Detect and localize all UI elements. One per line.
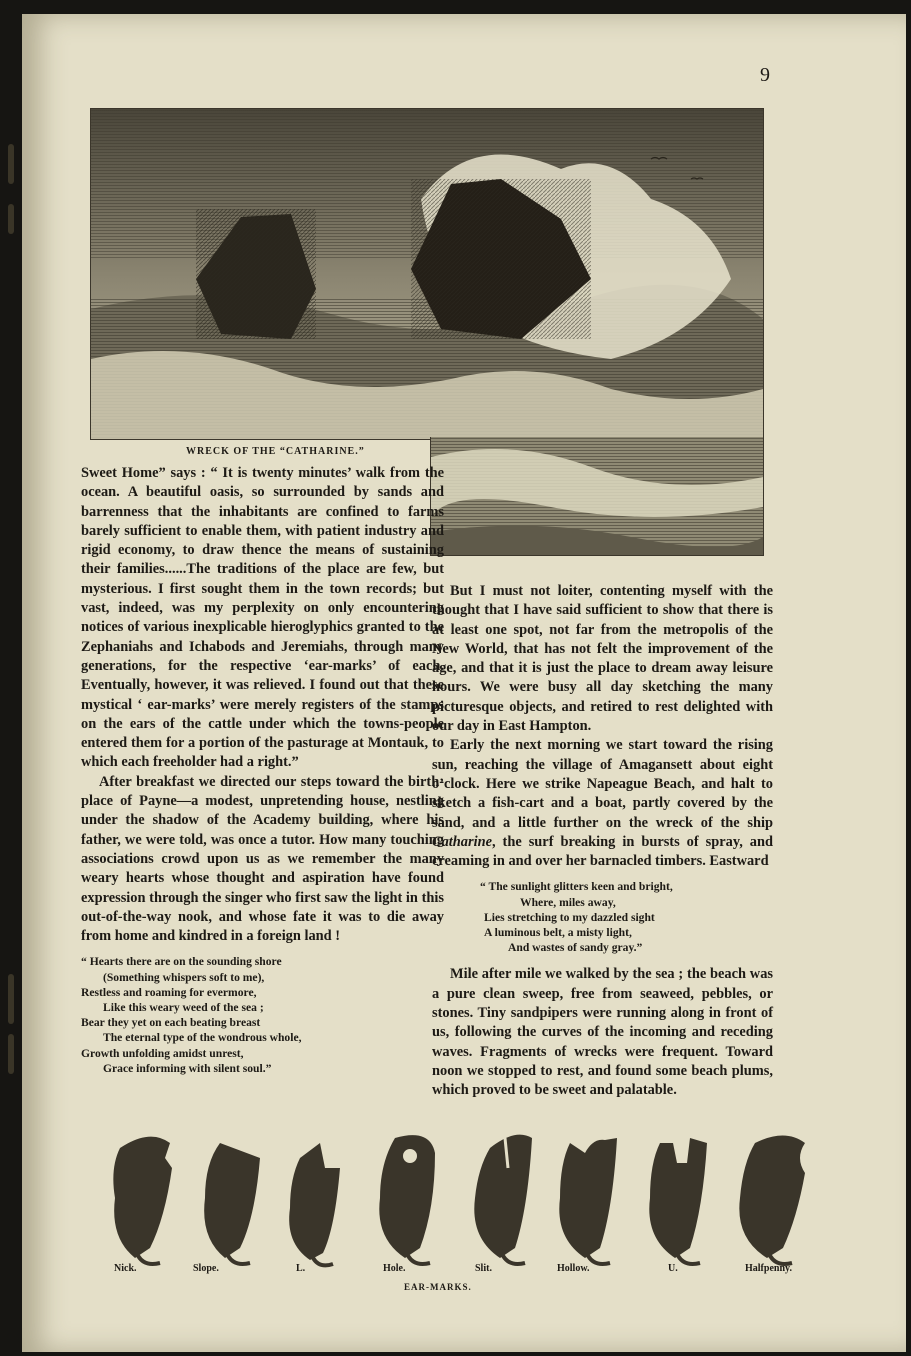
poem-line: Growth unfolding amidst unrest, <box>81 1046 244 1060</box>
ear-slit-icon <box>474 1135 532 1264</box>
poem-line: The eternal type of the wondrous whole, <box>103 1031 302 1045</box>
ear-label-l: L. <box>296 1263 306 1274</box>
paragraph-text: , the surf breaking in bursts of spray, and creaming in and over her barnacled timbers. Eastward <box>432 833 773 870</box>
poem-line: (Something whispers soft to me), <box>103 970 265 984</box>
poem-line: Where, miles away, <box>520 895 616 909</box>
wreck-illustration <box>90 108 764 440</box>
poem-line: And wastes of sandy gray.” <box>508 941 643 955</box>
ear-hole-icon <box>379 1135 435 1264</box>
ear-hollow-icon <box>559 1138 617 1264</box>
ear-marks-illustration <box>80 1128 820 1278</box>
left-column <box>81 464 444 1086</box>
poem <box>81 954 444 1076</box>
binding-mark <box>8 974 14 1024</box>
poem-line: Lies stretching to my dazzled sight <box>484 910 655 924</box>
poem-line: A luminous belt, a misty light, <box>484 926 632 940</box>
ear-u-icon <box>649 1138 707 1264</box>
paragraph: But I must not loiter, contenting myself with the thought that I have said sufficient to show that there is at least one spot, not far from the metropolis of the New World, that has not felt the improvement of the age, and that it is just the place to dream away leisure hours. We were busy all day sketching the many picturesque objects, and retired to rest delighted with our day in East Hampton. <box>432 583 773 735</box>
binding-mark <box>8 204 14 234</box>
ear-label-nick: Nick. <box>114 1263 137 1274</box>
wreck-illustration-lower <box>430 437 764 556</box>
ear-label-slit: Slit. <box>475 1263 492 1274</box>
ear-label-hole: Hole. <box>383 1263 406 1274</box>
page-number: 9 <box>760 64 770 86</box>
binding-mark <box>8 1034 14 1074</box>
paragraph: Mile after mile we walked by the sea ; the beach was a pure clean sweep, free from seaweed, pebbles, or stones. Tiny sandpipers were running along in front of us, following the curves of the incoming and receding waves. Fragments of wrecks were frequent. Toward noon we stopped to rest, and found some beach plums, which proved to be sweet and palatable. <box>432 966 773 1099</box>
binding-mark <box>8 144 14 184</box>
poem-line: Bear they yet on each beating breast <box>81 1016 261 1030</box>
ear-label-u: U. <box>668 1263 678 1274</box>
ear-halfpenny-icon <box>739 1136 805 1265</box>
ear-label-halfpenny: Halfpenny. <box>745 1263 792 1274</box>
right-column <box>432 582 773 1101</box>
ear-marks-title: EAR-MARKS. <box>404 1282 472 1292</box>
paragraph <box>432 736 773 871</box>
illustration-caption: WRECK OF THE “CATHARINE.” <box>186 446 365 457</box>
ear-label-slope: Slope. <box>193 1263 219 1274</box>
poem-line: Grace informing with silent soul.” <box>103 1061 272 1075</box>
ship-name: Catharine <box>432 833 492 850</box>
paragraph: Sweet Home” says : “ It is twenty minutes’ walk from the ocean. A beautiful oasis, so surrounded by sands and barrenness that the inhabitants are confined to farms barely sufficient to enable them, with patient industry and rigid economy, to draw thence the means of sustaining their families......The traditions of the place are few, but mysterious. I first sought them in the town records; but vast, indeed, was my perplexity on only encountering notices of various inexplicable hieroglyphics granted to the Zephaniahs and Ichabods and Jeremiahs, through many generations, for the respective ‘ear-marks’ of each. Eventually, however, it was relieved. I found out that these mystical ‘ ear-marks’ were merely registers of the stamps on the ears of the cattle under which the towns-people entered them for a portion of the pasturage at Montauk, to which each freeholder had a right.” <box>81 465 444 771</box>
poem-line: “ The sunlight glitters keen and bright, <box>480 880 673 894</box>
ear-l-icon <box>289 1143 340 1265</box>
poem-line: “ Hearts there are on the sounding shore <box>81 955 282 969</box>
paragraph: After breakfast we directed our steps toward the birth-place of Payne—a modest, unpretending house, nestling under the shadow of the Academy building, where his father, we were told, was once a tutor. How many touching associations crowd upon us as we remember the many weary hearts whose thought and aspiration have found expression through the singer who first saw the light in this out-of-the-way nook, and whose fate it was to die away from home and kindred in a foreign land ! <box>81 773 444 945</box>
ear-nick-icon <box>113 1137 172 1264</box>
wreck-engraving <box>91 109 763 439</box>
poem-line: Restless and roaming for evermore, <box>81 985 257 999</box>
ear-label-hollow: Hollow. <box>557 1263 590 1274</box>
ear-slope-icon <box>204 1143 260 1264</box>
poem-line: Like this weary weed of the sea ; <box>103 1001 264 1015</box>
poem <box>432 879 773 955</box>
paragraph-text: Early the next morning we start toward the rising sun, reaching the village of Amagansett about eight o’clock. Here we strike Napeague Beach, and halt to sketch a fish-cart and a boat, partly covered by the sand, and a little further on the wreck of the ship <box>432 737 773 831</box>
